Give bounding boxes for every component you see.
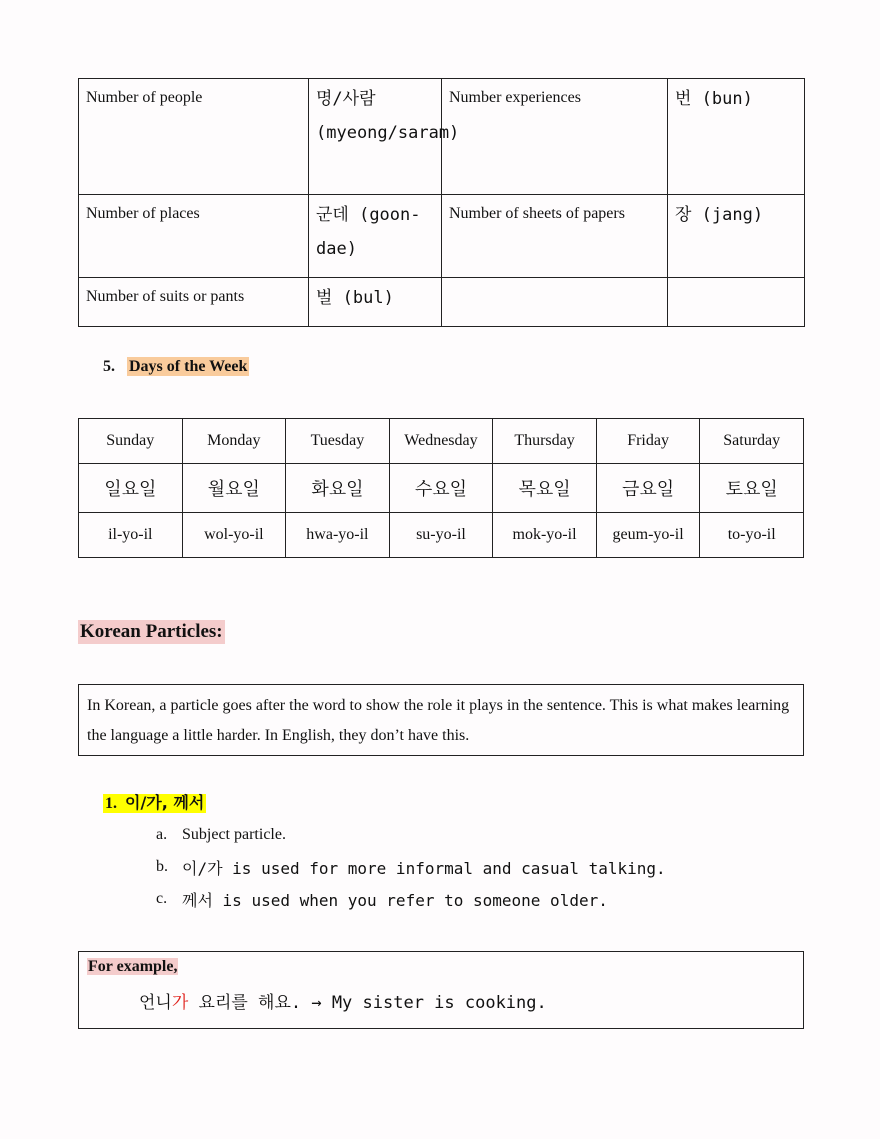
- table-cell: [668, 278, 805, 327]
- day-english: Thursday: [493, 419, 597, 464]
- day-romanized: su-yo-il: [389, 513, 493, 558]
- table-cell: Number experiences: [442, 79, 668, 195]
- table-cell: Number of people: [79, 79, 309, 195]
- table-row: [79, 419, 804, 464]
- section-title: Days of the Week: [129, 358, 248, 375]
- table-row: [79, 79, 805, 195]
- example-particle-highlight: 가: [171, 993, 189, 1013]
- list-text: 이/가 is used for more informal and casual talking.: [182, 859, 666, 878]
- day-korean: 토요일: [700, 464, 804, 513]
- example-label: For example,: [88, 958, 178, 975]
- example-sentence: [139, 988, 547, 1013]
- table-cell: 명/사람 (myeong/saram): [309, 79, 442, 195]
- section-heading-subject-particle: [103, 790, 206, 813]
- table-row: [79, 464, 804, 513]
- day-korean: 화요일: [286, 464, 390, 513]
- section-title: 이/가, 께서: [125, 793, 205, 812]
- table-cell: 벌 (bul): [309, 278, 442, 327]
- day-romanized: il-yo-il: [79, 513, 183, 558]
- day-romanized: to-yo-il: [700, 513, 804, 558]
- table-cell: 번 (bun): [668, 79, 805, 195]
- section-number: 5.: [103, 358, 115, 375]
- section-heading-days: [103, 358, 249, 376]
- particles-heading: Korean Particles:: [80, 621, 223, 642]
- list-text: 께서 is used when you refer to someone older.: [182, 891, 608, 910]
- table-cell: 군데 (goon-dae): [309, 195, 442, 278]
- table-cell: [442, 278, 668, 327]
- table-cell: Number of sheets of papers: [442, 195, 668, 278]
- day-romanized: mok-yo-il: [493, 513, 597, 558]
- day-korean: 일요일: [79, 464, 183, 513]
- day-romanized: geum-yo-il: [596, 513, 700, 558]
- list-marker: c.: [156, 890, 168, 907]
- example-rest: 요리를 해요. → My sister is cooking.: [188, 993, 547, 1013]
- day-english: Wednesday: [389, 419, 493, 464]
- day-english: Tuesday: [286, 419, 390, 464]
- list-marker: b.: [156, 858, 168, 875]
- table-cell: 장 (jang): [668, 195, 805, 278]
- day-romanized: hwa-yo-il: [286, 513, 390, 558]
- example-subject: 언니: [139, 993, 172, 1013]
- day-english: Sunday: [79, 419, 183, 464]
- day-korean: 수요일: [389, 464, 493, 513]
- table-row: [79, 195, 805, 278]
- table-cell: Number of suits or pants: [79, 278, 309, 327]
- list-marker: a.: [156, 826, 168, 843]
- days-table: [78, 418, 804, 558]
- section-heading-highlight: [103, 794, 206, 813]
- counter-table: [78, 78, 805, 327]
- day-korean: 금요일: [596, 464, 700, 513]
- table-row: [79, 513, 804, 558]
- day-english: Friday: [596, 419, 700, 464]
- day-english: Saturday: [700, 419, 804, 464]
- day-romanized: wol-yo-il: [182, 513, 286, 558]
- particles-intro-box: In Korean, a particle goes after the word to show the role it plays in the sentence. This is what makes learning the language a little harder. In English, they don’t have this.: [78, 684, 804, 756]
- table-row: [79, 278, 805, 327]
- day-korean: 월요일: [182, 464, 286, 513]
- day-english: Monday: [182, 419, 286, 464]
- example-box: [78, 951, 804, 1029]
- day-korean: 목요일: [493, 464, 597, 513]
- section-number: 1.: [105, 795, 117, 812]
- table-cell: Number of places: [79, 195, 309, 278]
- list-text: Subject particle.: [182, 826, 286, 843]
